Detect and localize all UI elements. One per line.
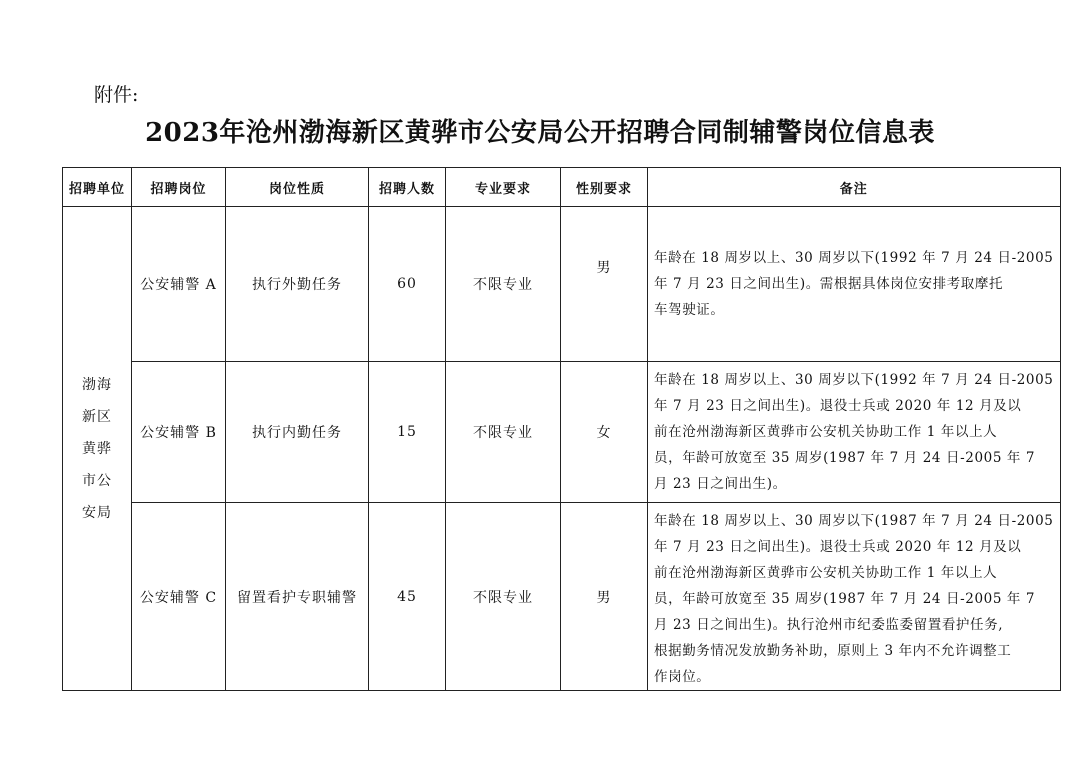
attachment-label: 附件: — [94, 84, 139, 106]
gender-cell: 男 — [561, 503, 648, 691]
header-unit: 招聘单位 — [63, 168, 132, 207]
table-header-row — [63, 168, 1061, 207]
note-line: 月 23 日之间出生)。 — [654, 476, 787, 492]
table-row — [63, 362, 1061, 503]
nature-cell: 执行内勤任务 — [226, 362, 369, 503]
header-major: 专业要求 — [446, 168, 561, 207]
unit-cell — [63, 207, 132, 691]
unit-line: 渤海 — [82, 376, 112, 393]
header-gender: 性别要求 — [561, 168, 648, 207]
note-line: 年龄在 18 周岁以上、30 周岁以下(1992 年 7 月 24 日-2005 — [654, 250, 1054, 266]
notes-cell — [648, 503, 1061, 691]
header-position: 招聘岗位 — [132, 168, 226, 207]
header-count: 招聘人数 — [369, 168, 446, 207]
unit-line: 黄骅 — [82, 440, 112, 457]
count-cell: 15 — [369, 362, 446, 503]
note-line: 根据勤务情况发放勤务补助，原则上 3 年内不允许调整工 — [654, 643, 1012, 659]
notes-cell — [648, 362, 1061, 503]
notes-cell — [648, 207, 1061, 362]
count-cell: 60 — [369, 207, 446, 362]
unit-line: 安局 — [82, 504, 112, 521]
note-line: 前在沧州渤海新区黄骅市公安机关协助工作 1 年以上人 — [654, 565, 998, 581]
note-line: 年 7 月 23 日之间出生)。退役士兵或 2020 年 12 月及以 — [654, 398, 1022, 414]
gender-cell: 男 — [561, 207, 648, 362]
note-line: 年龄在 18 周岁以上、30 周岁以下(1987 年 7 月 24 日-2005 — [654, 513, 1054, 529]
major-cell: 不限专业 — [446, 362, 561, 503]
table-row — [63, 503, 1061, 691]
note-line: 员，年龄可放宽至 35 周岁(1987 年 7 月 24 日-2005 年 7 — [654, 450, 1036, 466]
note-line: 车驾驶证。 — [654, 302, 725, 318]
position-cell: 公安辅警 A — [132, 207, 226, 362]
note-line: 月 23 日之间出生)。执行沧州市纪委监委留置看护任务, — [654, 617, 1004, 633]
nature-cell: 留置看护专职辅警 — [226, 503, 369, 691]
note-line: 年 7 月 23 日之间出生)。退役士兵或 2020 年 12 月及以 — [654, 539, 1022, 555]
note-line: 年龄在 18 周岁以上、30 周岁以下(1992 年 7 月 24 日-2005 — [654, 372, 1054, 388]
positions-table — [62, 167, 1061, 691]
note-line: 作岗位。 — [654, 669, 711, 685]
table-row — [63, 207, 1061, 362]
count-cell: 45 — [369, 503, 446, 691]
unit-line: 新区 — [82, 408, 112, 425]
major-cell: 不限专业 — [446, 207, 561, 362]
unit-line: 市公 — [82, 472, 112, 489]
header-nature: 岗位性质 — [226, 168, 369, 207]
header-notes: 备注 — [648, 168, 1061, 207]
position-cell: 公安辅警 B — [132, 362, 226, 503]
major-cell: 不限专业 — [446, 503, 561, 691]
note-line: 员，年龄可放宽至 35 周岁(1987 年 7 月 24 日-2005 年 7 — [654, 591, 1036, 607]
note-line: 前在沧州渤海新区黄骅市公安机关协助工作 1 年以上人 — [654, 424, 998, 440]
note-line: 年 7 月 23 日之间出生)。需根据具体岗位安排考取摩托 — [654, 276, 1004, 292]
nature-cell: 执行外勤任务 — [226, 207, 369, 362]
position-cell: 公安辅警 C — [132, 503, 226, 691]
page-title: 2023年沧州渤海新区黄骅市公安局公开招聘合同制辅警岗位信息表 — [145, 118, 935, 148]
gender-cell: 女 — [561, 362, 648, 503]
